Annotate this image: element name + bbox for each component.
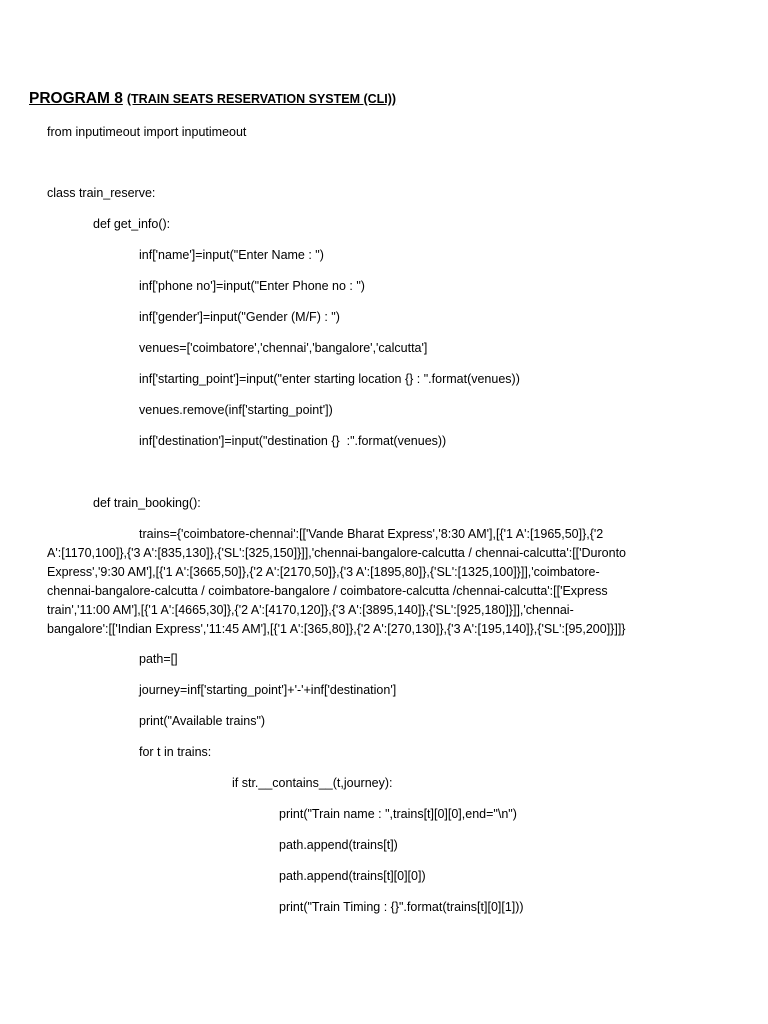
code-line-def-train-booking: def train_booking(): bbox=[93, 496, 201, 510]
trains-dict-line: Express','9:30 AM'],[{'1 A':[3665,50]},{'2 A':[2170,50]},{'3 A':[1895,80]},{'SL':[1325,100]}]],'coimbatore- bbox=[47, 565, 600, 579]
trains-dict-line: trains={'coimbatore-chennai':[['Vande Bharat Express','8:30 AM'],[{'1 A':[1965,50]},{'2 bbox=[139, 527, 604, 541]
program-subtitle: (TRAIN SEATS RESERVATION SYSTEM (CLI)) bbox=[126, 92, 397, 106]
program-heading bbox=[29, 89, 396, 109]
code-line: venues.remove(inf['starting_point']) bbox=[139, 403, 333, 417]
program-number: PROGRAM 8 bbox=[29, 90, 123, 107]
code-line-import: from inputimeout import inputimeout bbox=[47, 125, 247, 139]
code-line: inf['destination']=input("destination {} :".format(venues)) bbox=[139, 434, 447, 448]
code-line-for: for t in trains: bbox=[139, 745, 212, 759]
code-line-path: path=[] bbox=[139, 652, 178, 666]
code-line: print("Train name : ",trains[t][0][0],end="\n") bbox=[279, 807, 517, 821]
code-line-if: if str.__contains__(t,journey): bbox=[232, 776, 393, 790]
code-line: print("Train Timing : {}".format(trains[t][0][1])) bbox=[279, 900, 524, 914]
code-line: path.append(trains[t]) bbox=[279, 838, 398, 852]
code-line-journey: journey=inf['starting_point']+'-'+inf['destination'] bbox=[139, 683, 397, 697]
trains-dict-paragraph bbox=[47, 525, 679, 639]
code-line: inf['starting_point']=input("enter starting location {} : ".format(venues)) bbox=[139, 372, 520, 386]
trains-dict-line: chennai-bangalore-calcutta / coimbatore-bangalore / coimbatore-calcutta /chennai-calcutta':[['Express bbox=[47, 584, 608, 598]
code-line-def-get-info: def get_info(): bbox=[93, 217, 171, 231]
trains-dict-line: A':[1170,100]},{'3 A':[835,130]},{'SL':[325,150]}]],'chennai-bangalore-calcutta / chennai-calcutta':[['Duronto bbox=[47, 546, 626, 560]
trains-dict-line: train','11:00 AM'],[{'1 A':[4665,30]},{'2 A':[4170,120]},{'3 A':[3895,140]},{'SL':[925,180]}]],'chennai- bbox=[47, 603, 574, 617]
code-line: venues=['coimbatore','chennai','bangalore','calcutta'] bbox=[139, 341, 428, 355]
trains-dict-line: bangalore':[['Indian Express','11:45 AM'],[{'1 A':[365,80]},{'2 A':[270,130]},{'3 A':[195,140]},{'SL':[95,200]}]]} bbox=[47, 622, 626, 636]
code-line-print-available: print("Available trains") bbox=[139, 714, 266, 728]
code-line-class: class train_reserve: bbox=[47, 186, 156, 200]
code-line: inf['name']=input("Enter Name : ") bbox=[139, 248, 324, 262]
code-line: path.append(trains[t][0][0]) bbox=[279, 869, 426, 883]
code-line: inf['gender']=input("Gender (M/F) : ") bbox=[139, 310, 340, 324]
code-line: inf['phone no']=input("Enter Phone no : ") bbox=[139, 279, 365, 293]
